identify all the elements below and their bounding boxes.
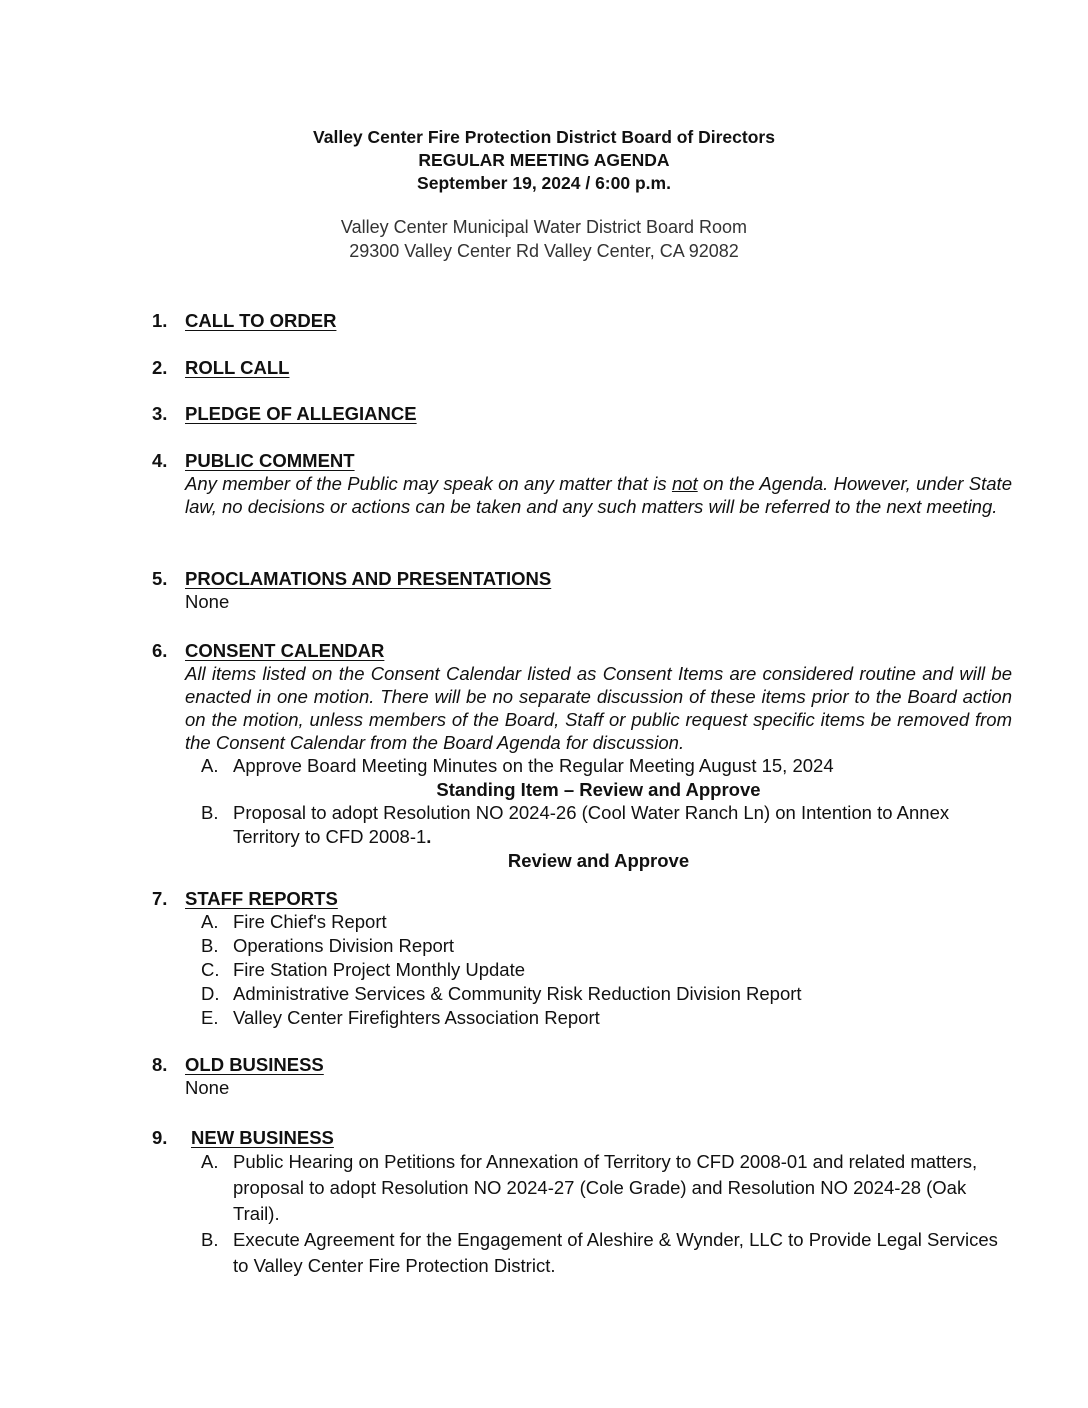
agenda-item-consent-calendar <box>152 639 1012 872</box>
sub-item-letter: C. <box>201 959 220 980</box>
item-title: NEW BUSINESS <box>191 1127 334 1148</box>
agenda-item-old-business <box>152 1053 1012 1099</box>
staff-report-d <box>201 982 1012 1006</box>
staff-report-e <box>201 1006 1012 1030</box>
item-title: STAFF REPORTS <box>185 888 338 909</box>
sub-item-text: Operations Division Report <box>233 935 455 956</box>
sub-item-letter: B. <box>201 1229 219 1250</box>
public-comment-not: not <box>671 473 698 494</box>
item-number: 9. <box>152 1127 168 1148</box>
agenda-header <box>0 126 1088 263</box>
item-text: None <box>185 591 230 612</box>
item-number: 3. <box>152 403 168 424</box>
agenda-item-pledge <box>152 402 1012 425</box>
agenda-item-proclamations <box>152 567 1012 613</box>
item-number: 8. <box>152 1054 168 1075</box>
item-number: 1. <box>152 310 168 331</box>
sub-item-period: . <box>426 826 432 847</box>
sub-item-letter: B. <box>201 935 219 956</box>
item-number: 5. <box>152 568 168 589</box>
agenda-item-public-comment <box>152 449 1012 518</box>
item-title: PROCLAMATIONS AND PRESENTATIONS <box>185 568 552 589</box>
item-number: 4. <box>152 450 168 471</box>
item-title: ROLL CALL <box>185 357 290 378</box>
new-business-a <box>201 1149 1012 1227</box>
sub-item-letter: D. <box>201 983 220 1004</box>
sub-item-text: Proposal to adopt Resolution NO 2024-26 (Cool Water Ranch Ln) on Intention to Annex Territory to CFD 2008-1 <box>233 802 950 847</box>
consent-b-action: Review and Approve <box>507 850 690 871</box>
item-number: 2. <box>152 357 168 378</box>
board-title: Valley Center Fire Protection District Board of Directors <box>313 127 775 147</box>
sub-item-text: Fire Station Project Monthly Update <box>233 959 526 980</box>
sub-item-text: Administrative Services & Community Risk Reduction Division Report <box>233 983 802 1004</box>
agenda-item-new-business <box>152 1126 1012 1279</box>
sub-item-text: Approve Board Meeting Minutes on the Regular Meeting August 15, 2024 <box>233 755 834 776</box>
agenda-item-call-to-order <box>152 309 1012 332</box>
agenda-item-staff-reports <box>152 887 1012 1030</box>
consent-a-action: Standing Item – Review and Approve <box>436 779 761 800</box>
item-number: 6. <box>152 640 168 661</box>
consent-description: All items listed on the Consent Calendar listed as Consent Items are considered routine and will be enacted in one motion. There will be no separate discussion of these items prior to the Board action on the motion, unless members of the Board, Staff or public request specific items be removed from the Consent Calendar from the Board Agenda for discussion. <box>185 663 1012 753</box>
sub-item-letter: A. <box>201 1151 219 1172</box>
staff-report-a <box>201 910 1012 934</box>
item-number: 7. <box>152 888 168 909</box>
meeting-date: September 19, 2024 / 6:00 p.m. <box>417 173 671 193</box>
staff-report-c <box>201 958 1012 982</box>
meeting-type: REGULAR MEETING AGENDA <box>418 150 670 170</box>
sub-item-letter: A. <box>201 911 219 932</box>
consent-sub-item-b <box>201 801 1012 849</box>
staff-report-b <box>201 934 1012 958</box>
item-title: CALL TO ORDER <box>185 310 337 331</box>
item-title: CONSENT CALENDAR <box>185 640 385 661</box>
sub-item-text: Valley Center Firefighters Association Report <box>233 1007 600 1028</box>
item-title: OLD BUSINESS <box>185 1054 324 1075</box>
public-comment-text-a: Any member of the Public may speak on any matter that is <box>185 473 672 494</box>
public-comment-text-b: on the Agenda. However, under State law, no decisions or actions can be taken and any such matters will be referred to the next meeting. <box>185 473 1012 517</box>
sub-item-text: Execute Agreement for the Engagement of Aleshire & Wynder, LLC to Provide Legal Services to Valley Center Fire Protection District. <box>233 1229 998 1276</box>
location-address: 29300 Valley Center Rd Valley Center, CA 92082 <box>349 241 739 261</box>
public-comment-description <box>185 472 1012 518</box>
location-room: Valley Center Municipal Water District Board Room <box>340 217 748 237</box>
item-text: None <box>185 1077 230 1098</box>
sub-item-text: Fire Chief's Report <box>233 911 387 932</box>
sub-item-letter: E. <box>201 1007 219 1028</box>
consent-sub-item-a <box>201 754 1012 778</box>
agenda-item-roll-call <box>152 356 1012 379</box>
sub-item-letter: A. <box>201 755 219 776</box>
sub-item-text: Public Hearing on Petitions for Annexation of Territory to CFD 2008-01 and related matters, proposal to adopt Resolution NO 2024-27 (Cole Grade) and Resolution NO 2024-28 (Oak Trail). <box>233 1151 978 1224</box>
item-title: PUBLIC COMMENT <box>185 450 355 471</box>
sub-item-letter: B. <box>201 802 219 823</box>
item-title: PLEDGE OF ALLEGIANCE <box>185 403 417 424</box>
new-business-b <box>201 1227 1012 1279</box>
